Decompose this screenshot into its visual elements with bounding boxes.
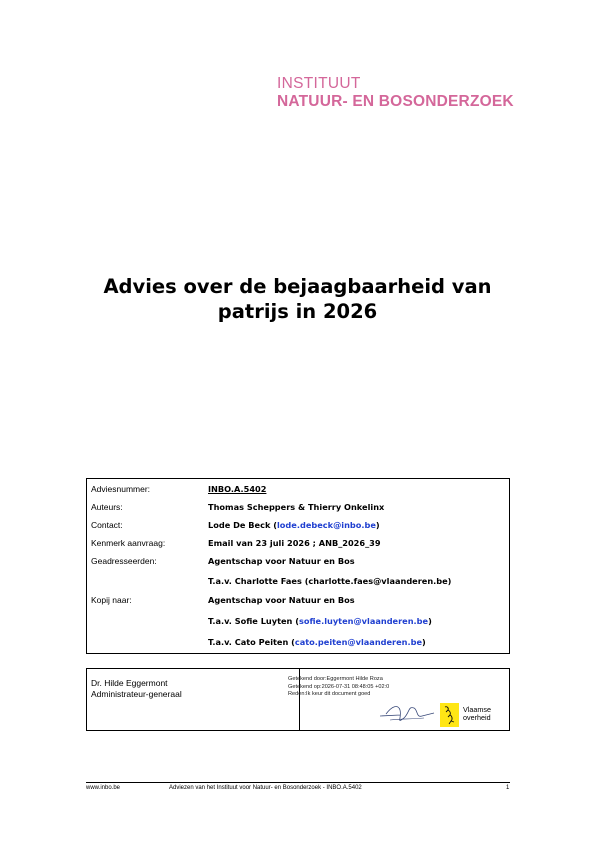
label-auteurs: Auteurs: (91, 502, 123, 512)
logo-line-2: NATUUR- EN BOSONDERZOEK (277, 92, 514, 110)
value-kenmerk: Email van 23 juli 2026 ; ANB_2026_39 (208, 538, 381, 548)
document-title (60, 274, 535, 324)
value-geadresseerden-org: Agentschap voor Natuur en Bos (208, 556, 355, 566)
value-auteurs: Thomas Scheppers & Thierry Onkelinx (208, 502, 385, 512)
digital-signature-info (288, 676, 389, 699)
contact-name: Lode De Beck ( (208, 520, 277, 530)
logo-line-1: INSTITUUT (277, 75, 361, 92)
signatory-role: Administrateur-generaal (91, 689, 182, 699)
vlaamse-overheid-lion-icon (440, 703, 459, 727)
footer-page-number: 1 (506, 785, 510, 791)
label-kopij: Kopij naar: (91, 595, 132, 605)
title-line-2: patrijs in 2026 (217, 300, 378, 323)
footer-divider (86, 782, 510, 783)
value-kopij-tav1 (208, 615, 432, 627)
tav2-suffix: ) (422, 637, 426, 647)
label-kenmerk: Kenmerk aanvraag: (91, 538, 166, 548)
tav2-prefix: T.a.v. Cato Peiten ( (208, 637, 295, 647)
tav1-suffix: ) (428, 616, 432, 626)
signature-reason: Reden:Ik keur dit document goed (288, 691, 371, 697)
value-kopij-org: Agentschap voor Natuur en Bos (208, 595, 355, 605)
tav1-email-link[interactable]: sofie.luyten@vlaanderen.be (298, 616, 429, 626)
vo-line-2: overheid (463, 713, 491, 722)
signature-left-cell (87, 669, 300, 730)
tav1-prefix: T.a.v. Sofie Luyten ( (208, 616, 299, 626)
vo-line-1: Vlaamse (463, 705, 491, 714)
advice-info-box (86, 478, 510, 654)
title-line-1: Advies over de bejaagbaarheid van (103, 275, 492, 298)
footer-series: Adviezen van het Instituut voor Natuur- en Bosonderzoek - INBO.A.5402 (169, 785, 362, 791)
contact-email-link[interactable]: lode.debeck@inbo.be (277, 520, 376, 530)
signatory-name: Dr. Hilde Eggermont (91, 678, 168, 688)
label-geadresseerden: Geadresseerden: (91, 556, 157, 566)
signed-on: Getekend op:2026-07-31 08:48:05 +02:0 (288, 683, 390, 690)
label-adviesnummer: Adviesnummer: (91, 484, 151, 494)
value-kopij-tav2 (208, 636, 426, 648)
vlaamse-overheid-label (463, 706, 491, 722)
signed-by: Getekend door:Eggermont Hilde Roza (288, 676, 383, 682)
signatory (91, 678, 182, 700)
value-adviesnummer: INBO.A.5402 (208, 484, 267, 494)
tav2-email-link[interactable]: cato.peiten@vlaanderen.be (294, 637, 423, 647)
value-geadresseerden-tav: T.a.v. Charlotte Faes (charlotte.faes@vlaanderen.be) (208, 576, 452, 586)
value-contact (208, 519, 380, 531)
footer-url: www.inbo.be (86, 785, 121, 791)
inbo-logo (277, 76, 514, 109)
label-contact: Contact: (91, 520, 123, 530)
handwritten-signature-icon (378, 700, 436, 726)
contact-close: ) (375, 520, 380, 530)
